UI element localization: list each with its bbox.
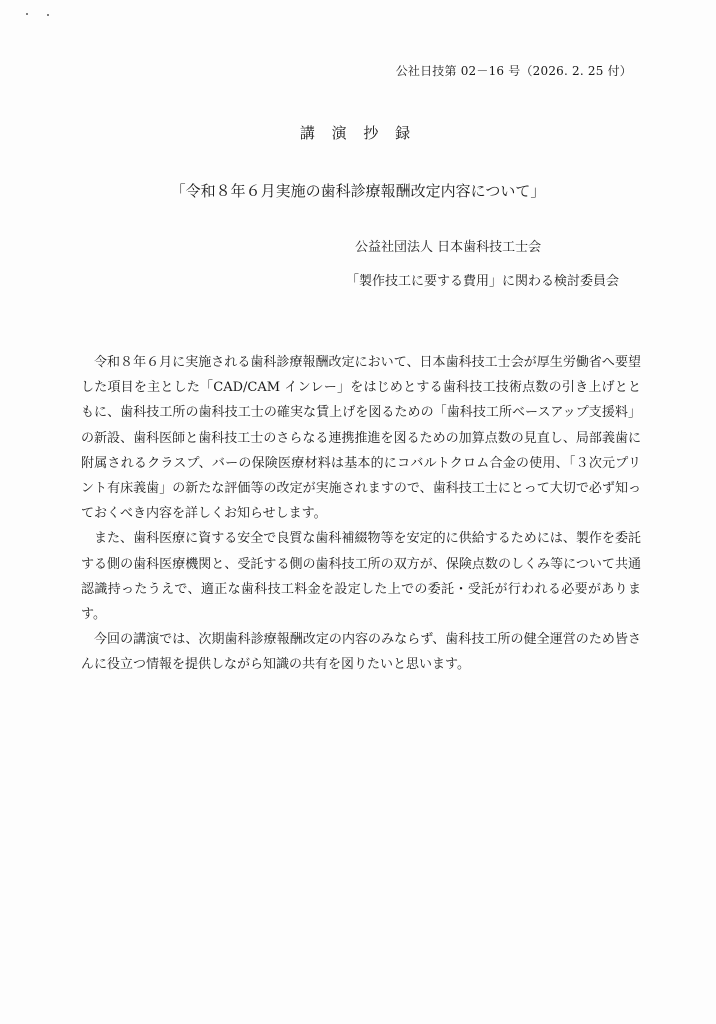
author-committee: 「製作技工に要する費用」に関わる検討委員会 <box>346 274 620 289</box>
body-paragraph: 令和８年６月に実施される歯科診療報酬改定において、日本歯科技工士会が厚生労働省へ要望した項目を主とした「CAD/CAM インレー」をはじめとする歯科技工技術点数の引き上げとともに、歯科技工所の歯科技工士の確実な賃上げを図るための「歯科技工所ベースアップ支援料」の新設、歯科医師と歯科技工士のさらなる連携推進を図るための加算点数の見直し、局部義歯に附属されるクラスプ、バーの保険医療材料は基本的にコバルトクロム合金の使用、「３次元プリント有床義歯」の新たな評価等の改定が実施されますので、歯科技工士にとって大切で必ず知っておくべき内容を詳しくお知らせします。 <box>81 355 641 522</box>
body-paragraph: 今回の講演では、次期歯科診療報酬改定の内容のみならず、歯科技工所の健全運営のため皆さんに役立つ情報を提供しながら知識の共有を図りたいと思います。 <box>81 632 641 673</box>
scan-speck <box>47 14 49 16</box>
author-organization: 公益社団法人 日本歯科技工士会 <box>355 240 542 255</box>
document-number: 公社日技第 02－16 号（2026. 2. 25 付） <box>395 64 632 78</box>
lecture-subject: 「令和８年６月実施の歯科診療報酬改定内容について」 <box>170 182 546 200</box>
scan-speck <box>26 13 28 15</box>
abstract-body <box>81 350 641 678</box>
body-paragraph: また、歯科医療に資する安全で良質な歯科補綴物等を安定的に供給するためには、製作を委託する側の歯科医療機関と、受託する側の歯科技工所の双方が、保険点数のしくみ等について共通認識持ったうえで、適正な歯科技工料金を設定した上での委託・受託が行われる必要があります。 <box>81 531 641 623</box>
document-title: 講 演 抄 録 <box>299 124 417 142</box>
